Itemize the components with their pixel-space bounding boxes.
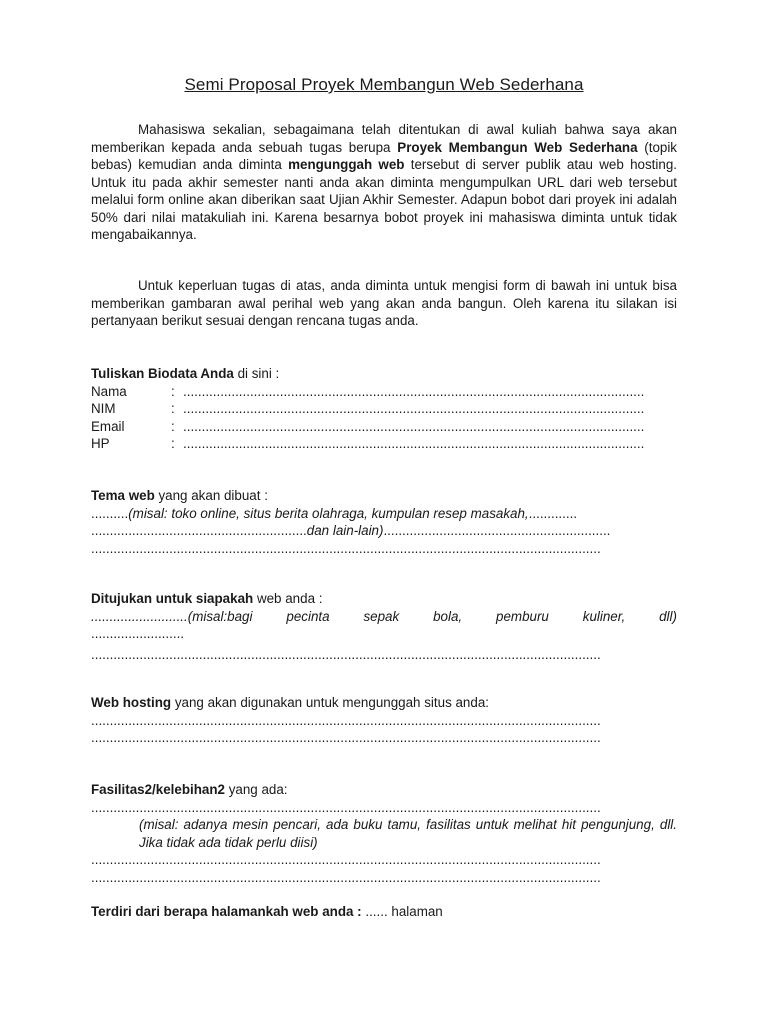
target-audience-heading: Ditujukan untuk siapakah web anda : bbox=[91, 591, 323, 606]
features-example-note: (misal: adanya mesin pencari, ada buku tamu, fasilitas untuk melihat hit pengunjung, dll. Jika tidak ada tidak perlu diisi) bbox=[139, 817, 677, 850]
biodata-section bbox=[91, 365, 677, 453]
page-count-question: Terdiri dari berapa halamankah web anda : ...... halaman bbox=[91, 904, 443, 919]
biodata-row-nama: Nama : ............................................................................................................................ bbox=[91, 383, 645, 399]
biodata-row-email: Email : ............................................................................................................................ bbox=[91, 418, 645, 434]
intro-paragraph bbox=[91, 121, 677, 244]
page-count-section bbox=[91, 903, 677, 921]
hosting-heading: Web hosting yang akan digunakan untuk mengunggah situs anda: bbox=[91, 695, 489, 710]
instruction-paragraph bbox=[91, 277, 677, 330]
document-title: Semi Proposal Proyek Membangun Web Sederhana bbox=[184, 75, 584, 94]
intro-bold-project: Proyek Membangun Web Sederhana bbox=[397, 139, 638, 155]
intro-text-3: tersebut di server publik atau web hosting. Untuk itu pada akhir semester nanti anda akan diminta mengumpulkan URL dari web tersebut melalui form online akan diberikan saat Ujian Akhir Semester. Adapun bobot dari proyek ini adalah 50% dari nilai matakuliah ini. Karena besarnya bobot proyek ini mahasiswa diminta untuk tidak mengabaikannya. bbox=[91, 157, 677, 242]
biodata-row-nim: NIM : ............................................................................................................................ bbox=[91, 401, 645, 416]
target-audience-fill-line-3[interactable]: ......................................................................................................................................... bbox=[91, 646, 601, 662]
intro-text-2: (topik bebas) kemudian anda diminta bbox=[91, 139, 678, 172]
features-fill-line-3[interactable]: ......................................................................................................................................... bbox=[91, 869, 601, 885]
tema-section bbox=[91, 487, 677, 557]
field-label: Nama bbox=[91, 383, 127, 399]
features-fill-line-2[interactable]: ......................................................................................................................................... bbox=[91, 852, 601, 867]
biodata-heading: Tuliskan Biodata Anda di sini : bbox=[91, 366, 280, 381]
intro-text-1: Mahasiswa sekalian, sebagaimana telah ditentukan di awal kuliah bahwa saya akan memberikan kepada anda sebuah tugas berupa bbox=[91, 122, 677, 155]
hosting-fill-line-1[interactable]: ......................................................................................................................................... bbox=[91, 712, 601, 728]
hosting-fill-line-2[interactable]: ......................................................................................................................................... bbox=[91, 730, 601, 745]
tema-fill-line-3[interactable]: ......................................................................................................................................... bbox=[91, 540, 601, 556]
target-audience-fill-line-1[interactable]: ..........................(misal:bagi pecinta sepak bola, pemburu kuliner, dll) bbox=[91, 608, 677, 624]
target-audience-fill-line-2[interactable]: ......................... bbox=[91, 626, 185, 641]
tema-heading: Tema web yang akan dibuat : bbox=[91, 488, 268, 503]
target-audience-section bbox=[91, 590, 677, 663]
page-count-fill[interactable]: ...... halaman bbox=[361, 904, 443, 919]
biodata-row-hp: HP : ............................................................................................................................ bbox=[91, 436, 645, 451]
hp-fill-line[interactable]: ............................................................................................................................ bbox=[183, 436, 645, 451]
hosting-section bbox=[91, 694, 677, 747]
field-label: HP bbox=[91, 436, 110, 451]
tema-fill-line-2[interactable]: ..........................................................dan lain-lain)............................................................. bbox=[91, 523, 611, 538]
features-section bbox=[91, 781, 677, 886]
intro-bold-upload: mengunggah web bbox=[288, 157, 405, 172]
nama-fill-line[interactable]: ............................................................................................................................ bbox=[183, 383, 645, 399]
features-fill-line-1[interactable]: ......................................................................................................................................... bbox=[91, 799, 601, 815]
instruction-text: Untuk keperluan tugas di atas, anda diminta untuk mengisi form di bawah ini untuk bisa memberikan gambaran awal perihal web yang akan anda bangun. Oleh karena itu silakan isi pertanyaan berikut sesuai dengan rencana tugas anda. bbox=[91, 278, 677, 328]
email-fill-line[interactable]: ............................................................................................................................ bbox=[183, 418, 645, 434]
nim-fill-line[interactable]: ............................................................................................................................ bbox=[183, 401, 645, 416]
field-label: NIM bbox=[91, 401, 116, 416]
field-label: Email bbox=[91, 418, 125, 434]
features-heading: Fasilitas2/kelebihan2 yang ada: bbox=[91, 782, 288, 797]
tema-fill-line-1[interactable]: ..........(misal: toko online, situs berita olahraga, kumpulan resep masakah,............. bbox=[91, 505, 578, 521]
